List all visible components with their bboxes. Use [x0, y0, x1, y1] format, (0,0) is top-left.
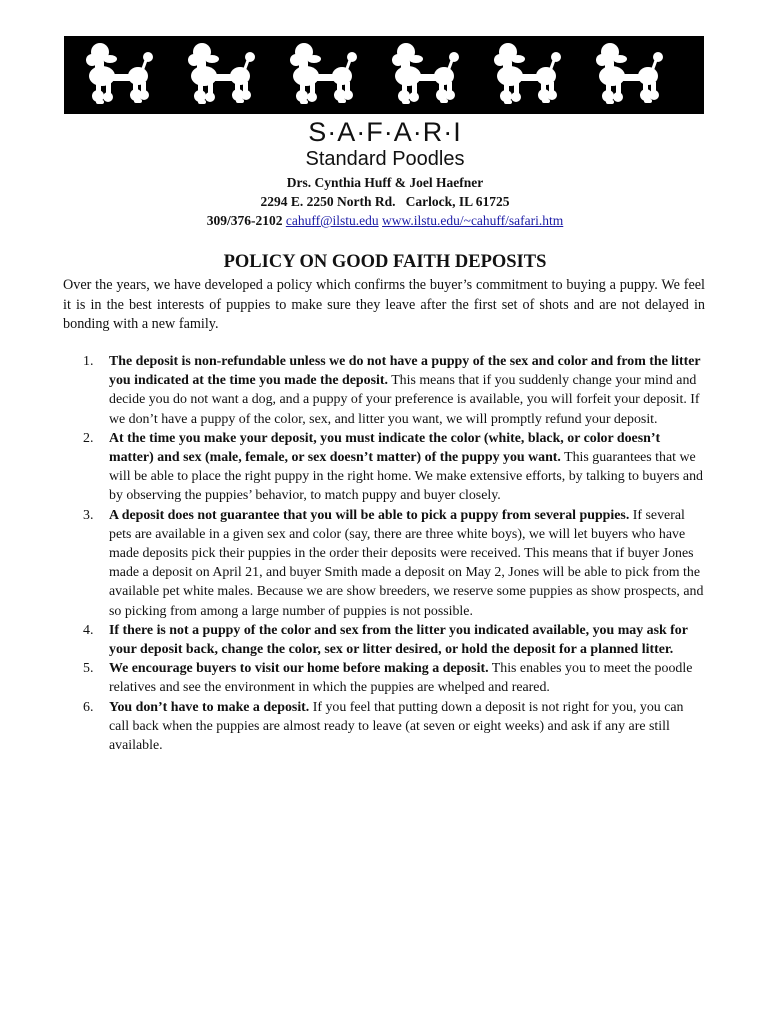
policy-item-number: 5. [83, 661, 94, 677]
policy-item-bold: The deposit is non-refundable unless we do not have a puppy of the sex and color and from the litter you indicated at the time you made the deposit. [109, 354, 701, 389]
policy-item-number: 2. [83, 430, 94, 446]
policy-item-bold: We encourage buyers to visit our home before making a deposit. [109, 661, 489, 677]
brand-name: S·A·F·A·R·I [308, 117, 462, 147]
policy-item-number: 6. [83, 699, 94, 715]
policy-item-text: If several pets are available in a given sex and color (say, there are three white boys), we will let buyers who have made deposits pick their puppies in the order their deposits were received. This means that if buyer Jones made a deposit on April 21, and buyer Smith made a deposit on May 2, Jones will be able to pick from the available pet white males. Because we are show breeders, we reserve some puppies as show prospects, and so picking from among a large number of puppies is not possible. [109, 507, 704, 619]
policy-item-text: This enables you to meet the poodle relatives and see the environment in which the puppies are whelped and reared. [109, 661, 693, 696]
owner-names: Drs. Cynthia Huff & Joel Haefner [286, 175, 484, 190]
policy-item [63, 659, 705, 697]
poodle-banner [64, 36, 704, 114]
policy-item-bold: At the time you make your deposit, you must indicate the color (white, black, or color doesn’t matter) and sex (male, female, or sex doesn’t matter) of the puppy you want. [109, 430, 661, 466]
contact-line [0, 213, 770, 229]
mailing-address: 2294 E. 2250 North Rd. Carlock, IL 61725 [260, 194, 510, 209]
policy-item-bold: A deposit does not guarantee that you will be able to pick a puppy from several puppies. [109, 507, 630, 523]
policy-item [63, 621, 705, 659]
poodle-silhouettes-image [64, 36, 704, 114]
policy-item-text: If you feel that putting down a deposit is not right for you, you can call back when the puppies are almost ready to leave (at seven or eight weeks) and ask if any are still available. [109, 699, 684, 754]
policy-item [63, 352, 705, 429]
policy-item [63, 698, 705, 756]
phone-number: 309/376-2102 [206, 213, 283, 228]
policy-item-bold: You don’t have to make a deposit. [109, 699, 310, 715]
policy-item-bold: If there is not a puppy of the color and sex from the litter you indicated available, you may ask for your deposit back, change the color, sex or litter desired, or hold the deposit for a planned litter. [109, 622, 688, 658]
policy-item-text: This guarantees that we will be able to place the right puppy in the right home. We make extensive efforts, by talking to buyers and by observing the puppies’ behavior, to match puppy and buyer closely. [109, 450, 703, 504]
policy-item-number: 4. [83, 622, 94, 638]
policy-item-text: This means that if you suddenly change your mind and decide you do not want a dog, and a puppy of your preference is available, you will forfeit your deposit. If we don’t have a puppy of the color, sex, and litter you want, we will promptly refund your deposit. [109, 373, 700, 427]
policy-item [63, 506, 705, 621]
policy-item [63, 429, 705, 506]
brand-subtitle: Standard Poodles [305, 148, 465, 170]
policy-item-number: 1. [83, 354, 94, 369]
email-link[interactable]: cahuff@ilstu.edu [285, 213, 379, 228]
intro-paragraph: Over the years, we have developed a policy which confirms the buyer’s commitment to buying a puppy. We feel it is in the best interests of puppies to make sure they leave after the first set of shots and are not delayed in bonding with a new family. [63, 277, 705, 332]
policy-list [63, 352, 705, 755]
page-title: POLICY ON GOOD FAITH DEPOSITS [223, 252, 547, 272]
website-link[interactable]: www.ilstu.edu/~cahuff/safari.htm [382, 213, 564, 228]
policy-item-number: 3. [83, 507, 94, 523]
